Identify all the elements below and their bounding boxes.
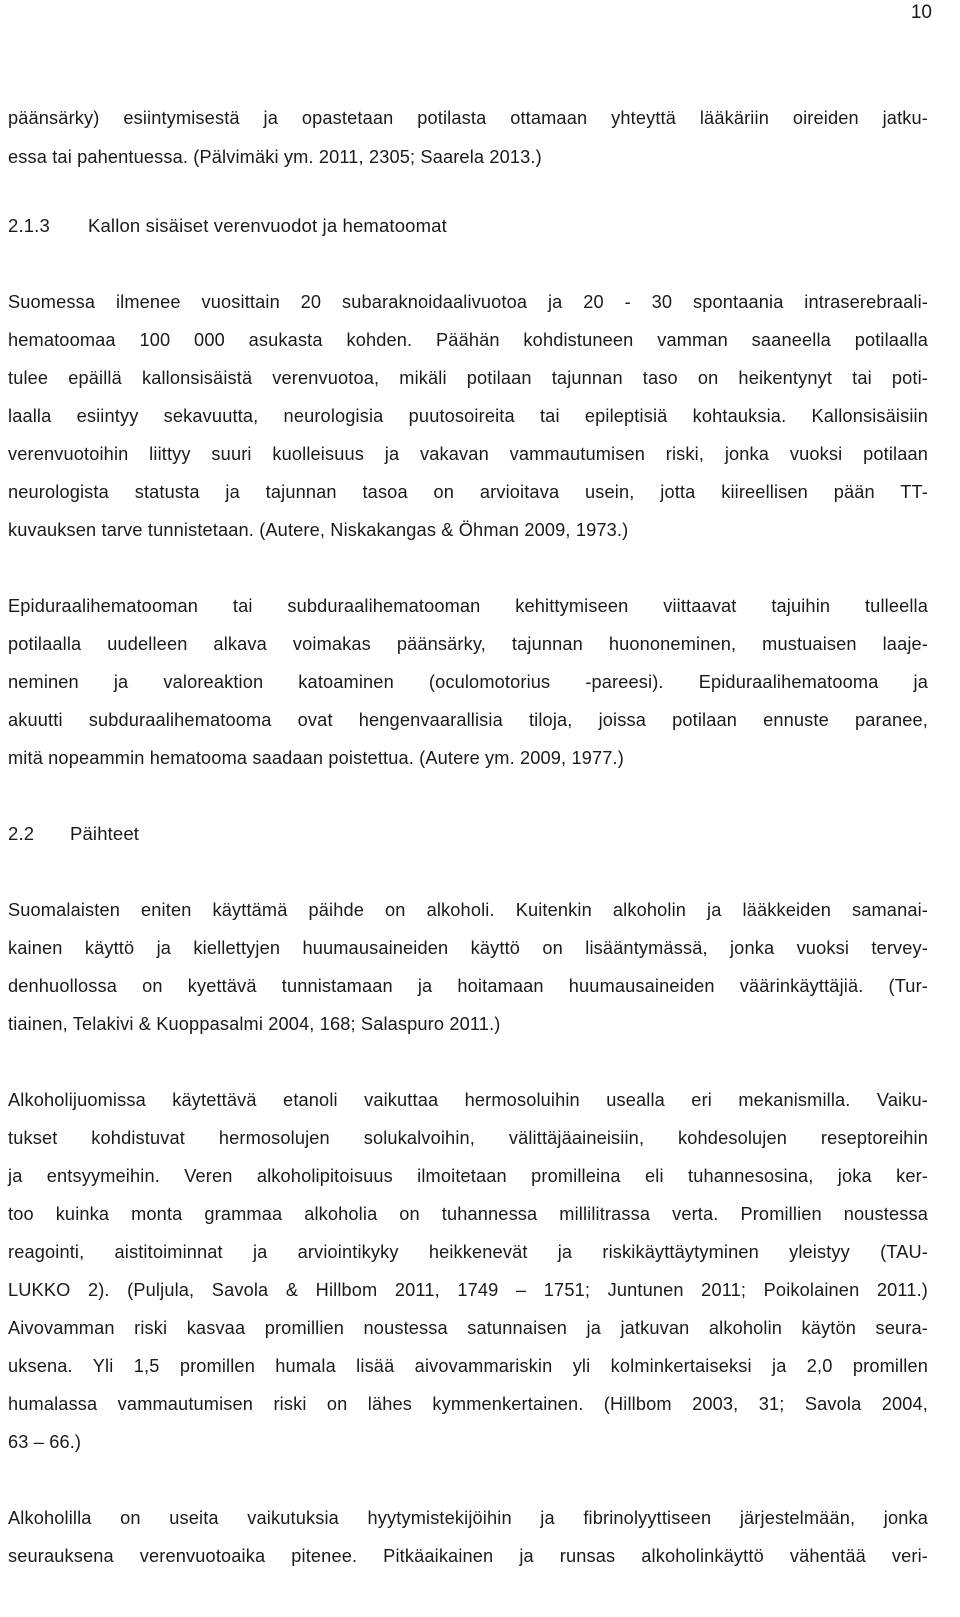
text-line: tulee epäillä kallonsisäistä verenvuotoa, mikäli potilaan tajunnan taso on heikentynyt tai poti- xyxy=(8,368,928,388)
text-line: potilaalla uudelleen alkava voimakas päänsärky, tajunnan huononeminen, mustuaisen laaje- xyxy=(8,634,928,654)
text-line: humalassa vammautumisen riski on lähes kymmenkertainen. (Hillbom 2003, 31; Savola 2004, xyxy=(8,1394,928,1414)
text-line: denhuollossa on kyettävä tunnistamaan ja hoitamaan huumausaineiden väärinkäyttäjiä. (Tur- xyxy=(8,976,928,996)
page-number: 10 xyxy=(910,2,932,23)
text-line: reagointi, aistitoiminnat ja arviointikyky heikkenevät ja riskikäyttäytyminen yleistyy (TAU- xyxy=(8,1242,928,1262)
text-line: uksena. Yli 1,5 promillen humala lisää aivovammariskin yli kolminkertaiseksi ja 2,0 promillen xyxy=(8,1356,928,1376)
text-line: hematoomaa 100 000 asukasta kohden. Päähän kohdistuneen vamman saaneella potilaalla xyxy=(8,330,928,350)
text-line: Aivovamman riski kasvaa promillien noustessa satunnaisen ja jatkuvan alkoholin käytön seura- xyxy=(8,1318,928,1338)
text-line: Alkoholijuomissa käytettävä etanoli vaikuttaa hermosoluihin usealla eri mekanismilla. Vaiku- xyxy=(8,1090,928,1110)
section-title: Päihteet xyxy=(70,823,140,844)
text-line: verenvuotoihin liittyy suuri kuolleisuus ja vakavan vammautumisen riski, jonka vuoksi potilaan xyxy=(8,444,928,464)
text-line: Suomessa ilmenee vuosittain 20 subaraknoidaalivuotoa ja 20 - 30 spontaania intraserebraali- xyxy=(8,292,928,312)
text-line: mitä nopeammin hematooma saadaan poistettua. (Autere ym. 2009, 1977.) xyxy=(8,748,624,768)
text-line: neminen ja valoreaktion katoaminen (oculomotorius -pareesi). Epiduraalihematooma ja xyxy=(8,672,928,692)
section-heading-2-2 xyxy=(8,823,928,845)
text-line: LUKKO 2). (Puljula, Savola & Hillbom 2011, 1749 – 1751; Juntunen 2011; Poikolainen 2011.) xyxy=(8,1280,928,1300)
section-heading-2-1-3 xyxy=(8,215,928,237)
section-number: 2.1.3 xyxy=(8,215,50,236)
section-title: Kallon sisäiset verenvuodot ja hematoomat xyxy=(88,215,447,236)
text-line: Alkoholilla on useita vaikutuksia hyytymistekijöihin ja fibrinolyyttiseen järjestelmään, jonka xyxy=(8,1508,928,1528)
text-line: Suomalaisten eniten käyttämä päihde on alkoholi. Kuitenkin alkoholin ja lääkkeiden samanai- xyxy=(8,900,928,920)
section-number: 2.2 xyxy=(8,823,35,844)
text-line: laalla esiintyy sekavuutta, neurologisia puutosoireita tai epileptisiä kohtauksia. Kallonsisäisiin xyxy=(8,406,928,426)
text-line: tukset kohdistuvat hermosolujen solukalvoihin, välittäjäaineisiin, kohdesolujen reseptoreihin xyxy=(8,1128,928,1148)
text-line: tiainen, Telakivi & Kuoppasalmi 2004, 168; Salaspuro 2011.) xyxy=(8,1014,501,1034)
text-line: essa tai pahentuessa. (Pälvimäki ym. 2011, 2305; Saarela 2013.) xyxy=(8,147,542,167)
text-line: päänsärky) esiintymisestä ja opastetaan potilasta ottamaan yhteyttä lääkäriin oireiden jatku- xyxy=(8,108,928,128)
text-line: 63 – 66.) xyxy=(8,1432,82,1452)
text-line: too kuinka monta grammaa alkoholia on tuhannessa millilitrassa verta. Promillien noustessa xyxy=(8,1204,928,1224)
text-line: neurologista statusta ja tajunnan tasoa on arvioitava usein, jotta kiireellisen pään TT- xyxy=(8,482,928,502)
text-line: kainen käyttö ja kiellettyjen huumausaineiden käyttö on lisääntymässä, jonka vuoksi tervey- xyxy=(8,938,928,958)
text-line: ja entsyymeihin. Veren alkoholipitoisuus ilmoitetaan promilleina eli tuhannesosina, joka ker- xyxy=(8,1166,928,1186)
text-line: akuutti subduraalihematooma ovat hengenvaarallisia tiloja, joissa potilaan ennuste paranee, xyxy=(8,710,928,730)
text-line: seurauksena verenvuotoaika pitenee. Pitkäaikainen ja runsas alkoholinkäyttö vähentää veri- xyxy=(8,1546,928,1566)
text-line: kuvauksen tarve tunnistetaan. (Autere, Niskakangas & Öhman 2009, 1973.) xyxy=(8,520,629,540)
text-line: Epiduraalihematooman tai subduraalihematooman kehittymiseen viittaavat tajuihin tulleella xyxy=(8,596,928,616)
